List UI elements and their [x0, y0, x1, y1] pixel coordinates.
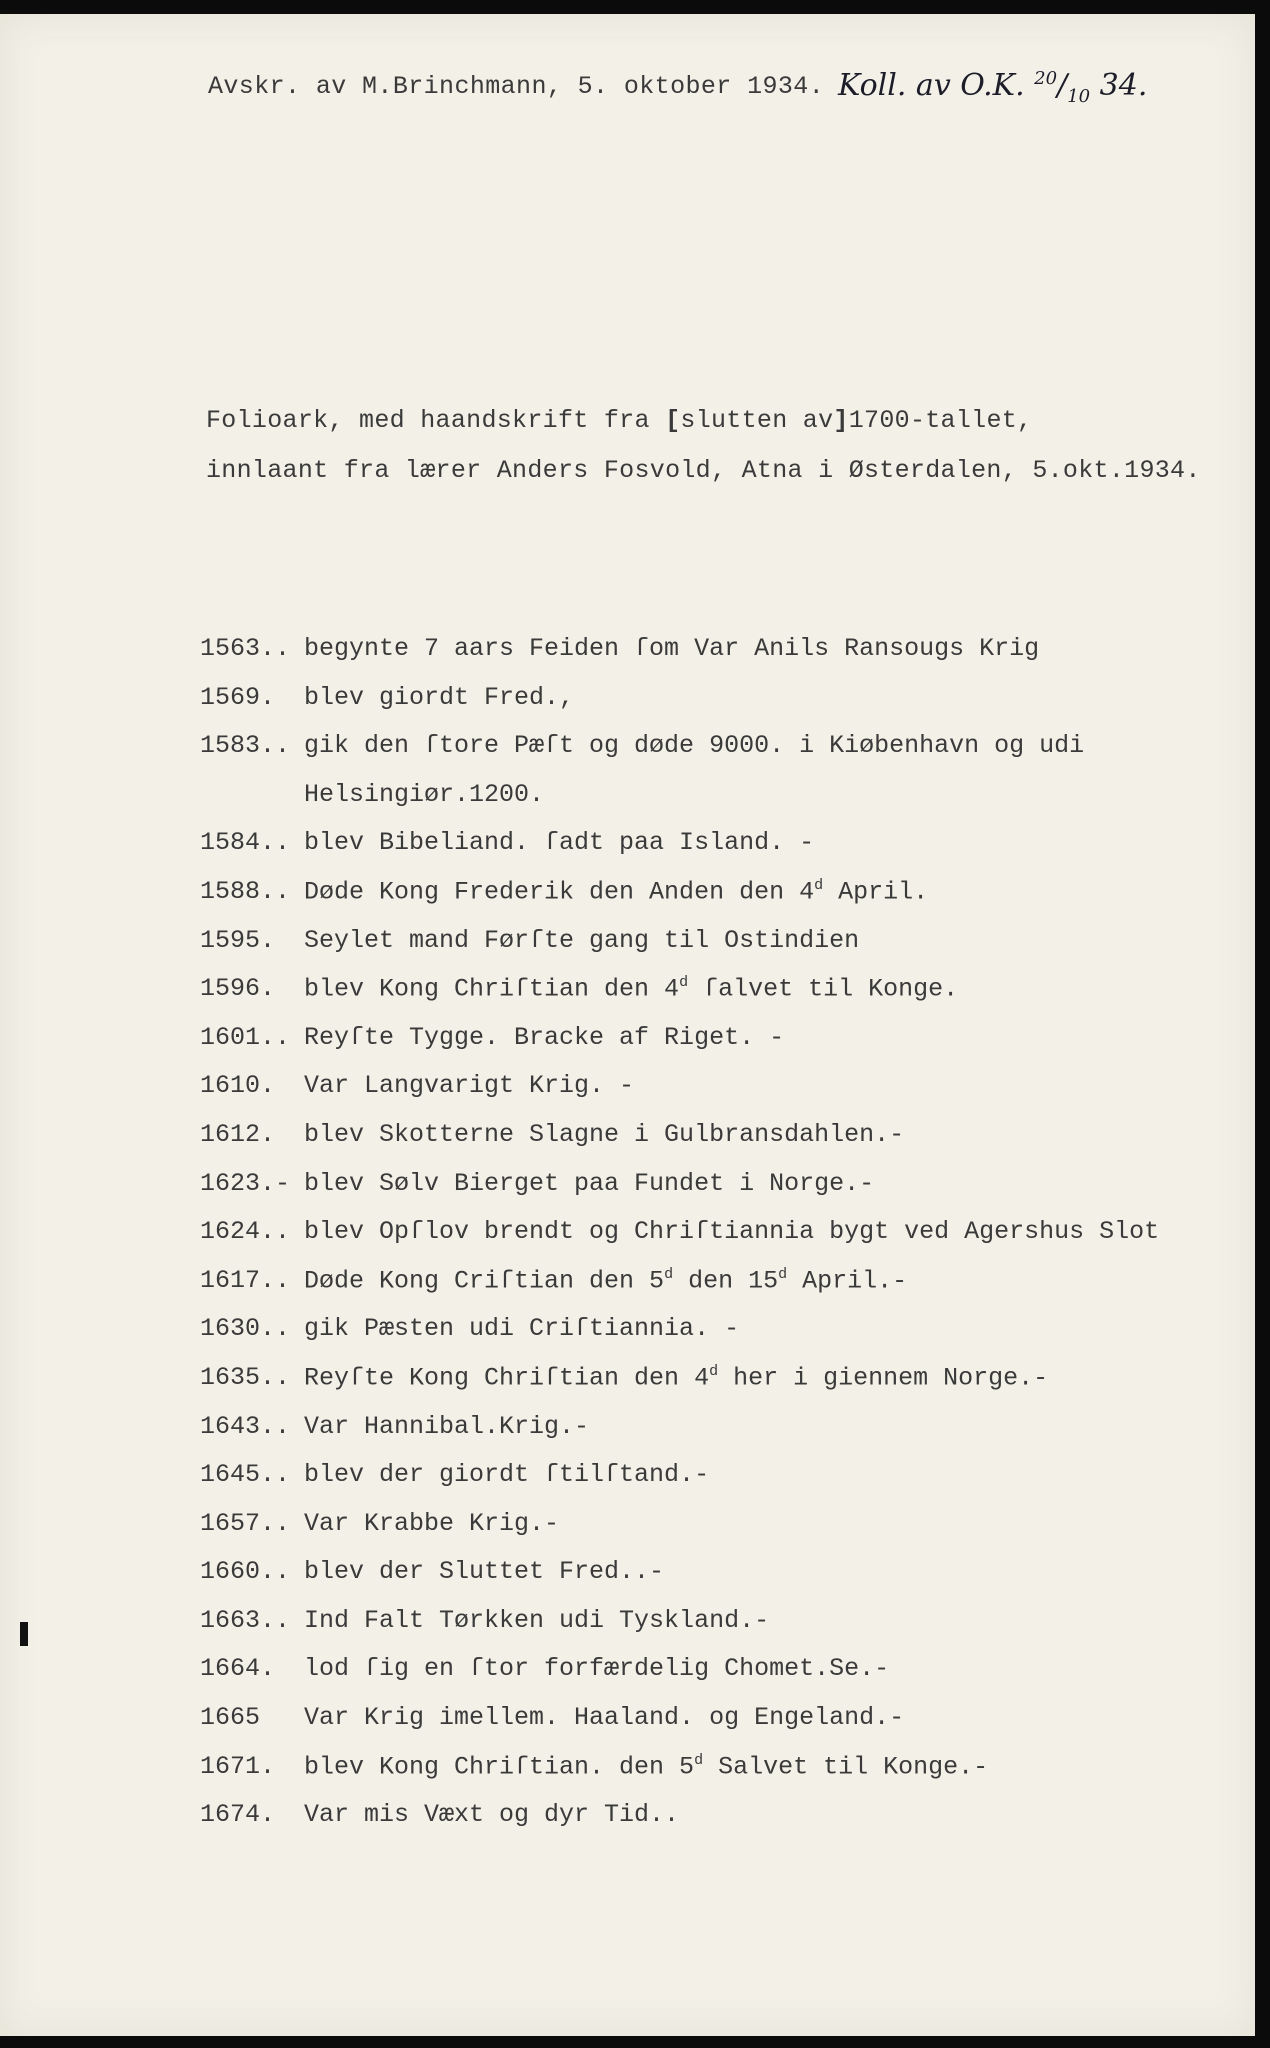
entry-text	[304, 1800, 679, 1829]
entry-text-main: blev giordt Fred.,	[304, 682, 575, 712]
entry-text-main: gik den ſtore Pæſt og døde 9000. i Kiøbenhavn og udi	[304, 731, 1085, 761]
bracketed-text: slutten av	[680, 406, 834, 435]
entry-text-main: blev der Sluttet Fred..-	[304, 1557, 665, 1587]
entry-text	[304, 926, 859, 955]
entry-text	[304, 1460, 709, 1489]
bracket-open: [	[665, 406, 681, 435]
entry-year: 1645..	[200, 1460, 291, 1490]
chronicle-entry	[200, 1023, 1200, 1072]
entry-year: 1657..	[200, 1508, 291, 1538]
entry-year: 1617..	[200, 1265, 291, 1295]
entry-text	[304, 1606, 769, 1635]
entry-text-sup: d	[814, 876, 824, 894]
entry-text-sup: d	[709, 1362, 719, 1380]
entry-year: 1664.	[200, 1654, 276, 1684]
transcription-note: Avskr. av M.Brinchmann, 5. oktober 1934.	[208, 72, 825, 101]
chronicle-entry	[200, 974, 1200, 1023]
chronicle-entry	[200, 1557, 1200, 1606]
chronicle-entry	[200, 1509, 1200, 1558]
entry-text-main: Var Krabbe Krig.-	[304, 1508, 560, 1538]
entry-text	[304, 974, 958, 1003]
intro-text-b: 1700-tallet,	[848, 406, 1033, 435]
entry-text-after: her i giennem Norge.-	[718, 1363, 1049, 1393]
entry-year: 1630..	[200, 1314, 291, 1344]
entry-text	[304, 1120, 904, 1149]
entry-text-main: Reyſte Tygge. Bracke af Riget. -	[304, 1022, 785, 1052]
entry-text-main: Var Krig imellem. Haaland. og Engeland.-	[304, 1703, 905, 1733]
entry-year: 1660..	[200, 1557, 291, 1587]
chronicle-entry	[200, 828, 1200, 877]
entry-year: 1596.	[200, 974, 276, 1004]
entry-text-main: blev Skotterne Slagne i Gulbransdahlen.-	[304, 1119, 905, 1149]
entry-text-main: Var Langvarigt Krig. -	[304, 1071, 635, 1101]
entry-text-main: Ind Falt Tørkken udi Tyskland.-	[304, 1605, 770, 1635]
entry-text-main: blev Opſlov brendt og Chriſtiannia bygt ved Agershus Slot	[304, 1217, 1160, 1247]
chronicle-entry	[200, 1363, 1200, 1412]
entry-text	[304, 877, 928, 906]
entry-year: 1584..	[200, 828, 291, 858]
handwritten-date-year: 34.	[1099, 68, 1148, 103]
entry-text-main: Døde Kong Frederik den Anden den 4	[304, 877, 815, 907]
entry-text-sup: d	[694, 1751, 704, 1769]
entry-text-sup: d	[679, 974, 689, 992]
chronicle-entry	[200, 1120, 1200, 1169]
entry-text-after2: April.-	[787, 1266, 908, 1296]
chronicle-entry	[200, 877, 1200, 926]
entry-year: 1588..	[200, 876, 291, 906]
chronicle-entry	[200, 1266, 1200, 1315]
entry-year: 1601..	[200, 1022, 291, 1052]
entry-text-sup2: d	[778, 1265, 788, 1283]
chronicle-entry	[200, 1071, 1200, 1120]
entry-text-main: gik Pæsten udi Criſtiannia. -	[304, 1314, 740, 1344]
bracket-close: ]	[833, 406, 849, 435]
chronicle-list	[200, 634, 1200, 1849]
chronicle-entry	[200, 1606, 1200, 1655]
chronicle-entry	[200, 1217, 1200, 1266]
entry-text	[304, 1654, 889, 1683]
entry-text-main: blev Sølv Bierget paa Fundet i Norge.-	[304, 1168, 875, 1198]
entry-text	[304, 1023, 784, 1052]
entry-text	[304, 1266, 907, 1295]
entry-text	[304, 683, 574, 712]
entry-text	[304, 780, 544, 809]
entry-year: 1583..	[200, 731, 291, 761]
entry-text	[304, 1314, 739, 1343]
entry-year: 1610.	[200, 1071, 276, 1101]
entry-text-after: den 15	[673, 1266, 779, 1296]
entry-text	[304, 1557, 664, 1586]
chronicle-entry	[200, 1800, 1200, 1849]
intro-line-1	[206, 406, 1032, 435]
entry-year: 1623.-	[200, 1168, 291, 1198]
entry-text-after: Salvet til Konge.-	[703, 1751, 989, 1781]
entry-text	[304, 1412, 589, 1441]
chronicle-entry	[200, 926, 1200, 975]
entry-text-main: begynte 7 aars Feiden ſom Var Anils Ransougs Krig	[304, 634, 1040, 663]
margin-mark	[20, 1622, 28, 1646]
chronicle-entry	[200, 780, 1200, 829]
entry-text-after: April.	[823, 877, 929, 907]
intro-text-a: Folioark, med haandskrift fra	[206, 406, 666, 435]
entry-text	[304, 1071, 634, 1100]
entry-year: 1595.	[200, 925, 276, 955]
entry-year: 1643..	[200, 1411, 291, 1441]
chronicle-entry	[200, 1169, 1200, 1218]
entry-text-main: blev Kong Chriſtian. den 5	[304, 1751, 695, 1781]
handwritten-text: Koll. av O.K.	[838, 68, 1025, 103]
handwritten-date-month: 10	[1067, 86, 1091, 107]
entry-text	[304, 1217, 1159, 1246]
entry-text	[304, 634, 1039, 663]
entry-year: 1569.	[200, 682, 276, 712]
entry-year: 1665	[200, 1703, 261, 1733]
chronicle-entry	[200, 683, 1200, 732]
entry-text	[304, 1509, 559, 1538]
entry-text	[304, 1703, 904, 1732]
entry-text-after: ſalvet til Konge.	[688, 974, 959, 1004]
chronicle-entry	[200, 731, 1200, 780]
entry-text-main: lod ſig en ſtor forfærdelig Chomet.Se.-	[304, 1654, 890, 1684]
intro-line-2: innlaant fra lærer Anders Fosvold, Atna i Østerdalen, 5.okt.1934.	[206, 456, 1201, 485]
entry-text-sup: d	[664, 1265, 674, 1283]
chronicle-entry	[200, 1412, 1200, 1461]
chronicle-entry	[200, 634, 1200, 683]
entry-text-main: Døde Kong Criſtian den 5	[304, 1266, 665, 1296]
handwritten-date-day: 20	[1034, 68, 1058, 89]
entry-text-main: blev der giordt ſtilſtand.-	[304, 1460, 710, 1490]
entry-year: 1612.	[200, 1119, 276, 1149]
entry-year: 1671.	[200, 1751, 276, 1781]
entry-text-main: Var mis Væxt og dyr Tid..	[304, 1800, 680, 1830]
entry-text	[304, 1752, 988, 1781]
document-page	[0, 14, 1255, 2036]
entry-year: 1624..	[200, 1217, 291, 1247]
entry-year: 1563..	[200, 634, 291, 663]
entry-year: 1663..	[200, 1605, 291, 1635]
entry-text-main: Var Hannibal.Krig.-	[304, 1411, 590, 1441]
chronicle-entry	[200, 1460, 1200, 1509]
entry-text-main: Helsingiør.1200.	[304, 779, 545, 809]
entry-text-main: blev Bibeliand. ſadt paa Island. -	[304, 828, 815, 858]
entry-text-main: Reyſte Kong Chriſtian den 4	[304, 1363, 710, 1393]
chronicle-entry	[200, 1314, 1200, 1363]
entry-text	[304, 1363, 1048, 1392]
chronicle-entry	[200, 1703, 1200, 1752]
entry-text-main: blev Kong Chriſtian den 4	[304, 974, 680, 1004]
entry-year: 1635..	[200, 1362, 291, 1392]
entry-text-main: Seylet mand Førſte gang til Ostindien	[304, 925, 860, 955]
entry-year: 1674.	[200, 1800, 276, 1830]
handwritten-check-note: Koll. av O.K. $^{20}/_{10}$ 34.	[838, 68, 1148, 107]
entry-text	[304, 1169, 874, 1198]
entry-text	[304, 731, 1084, 760]
chronicle-entry	[200, 1752, 1200, 1801]
entry-text	[304, 828, 814, 857]
chronicle-entry	[200, 1654, 1200, 1703]
